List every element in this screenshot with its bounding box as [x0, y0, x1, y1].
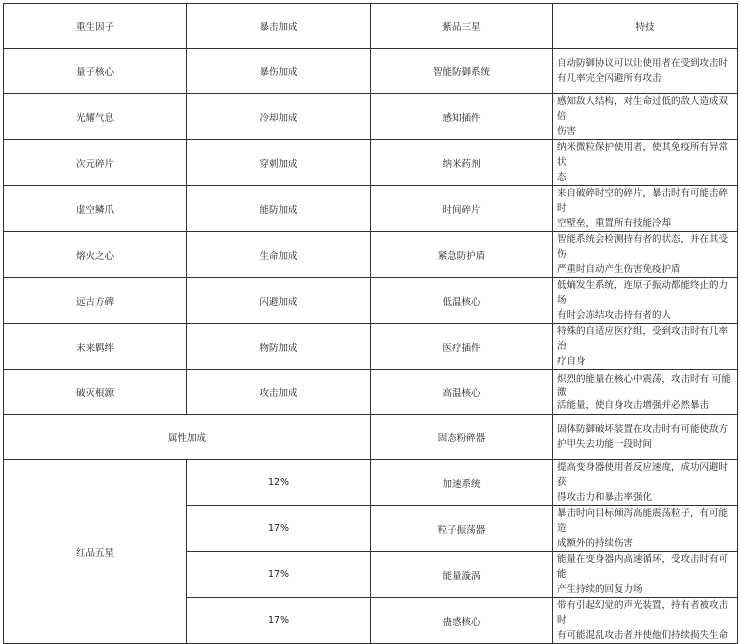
bonus-type: 闪避加成: [187, 278, 371, 324]
skill-description: [553, 460, 738, 506]
skill-description: [553, 232, 738, 278]
factor-table: [3, 3, 738, 644]
factor-name: 熔火之心: [4, 232, 187, 278]
attribute-bonus-row: [4, 415, 738, 460]
bonus-type: 生命加成: [187, 232, 371, 278]
bonus-type: 物防加成: [187, 324, 371, 370]
bonus-percent: 17%: [187, 506, 371, 552]
table-row: [4, 278, 738, 324]
desc-line: 智能系统会检测持有者的状态，并在其受伤: [557, 234, 729, 260]
desc-line: 感知敌人结构，对生命过低的敌人造成双倍: [557, 96, 729, 122]
factor-name: 量子核心: [4, 49, 187, 94]
desc-line: 低熵发生系统，连原子振动都能终止的力场: [557, 280, 729, 306]
factor-name: 远古方碑: [4, 278, 187, 324]
skill-description: [553, 370, 738, 415]
desc-line: 得攻击力和暴击率强化: [557, 492, 653, 503]
factor-name: 未来羁绊: [4, 324, 187, 370]
skill-description: [553, 415, 738, 460]
item-name: 能量漩涡: [371, 552, 553, 598]
desc-line: 炽烈的能量在核心中震荡，攻击时有 可能: [557, 373, 732, 385]
bonus-type: 攻击加成: [187, 370, 371, 415]
table-row: [4, 94, 738, 140]
desc-line: 固体防御破坏装置在攻击时有可能使敌方: [557, 424, 729, 435]
bonus-percent: 17%: [187, 552, 371, 598]
header-factor: 重生因子: [4, 4, 187, 49]
desc-line: 有时会冻结攻击持有者的人: [557, 310, 672, 321]
desc-line: 激: [557, 386, 567, 398]
desc-line: 纳米微粒保护使用者，使其免疫所有异常状: [557, 142, 729, 168]
desc-line: 能量在变身器内高速循环，受攻击时有可能: [557, 554, 729, 580]
table-row: [4, 49, 738, 94]
skill-description: [553, 278, 738, 324]
skill-description: [553, 94, 738, 140]
table-row: [4, 140, 738, 186]
item-name: 紧急防护盾: [371, 232, 553, 278]
desc-line: 有几率完全闪避所有攻击: [557, 73, 662, 84]
item-name: 时间碎片: [371, 186, 553, 232]
skill-description: [553, 49, 738, 94]
bonus-type: 能防加成: [187, 186, 371, 232]
desc-line: 活能量，使自身攻击增强并必然暴击: [557, 399, 710, 411]
attribute-bonus-label: 属性加成: [4, 415, 371, 460]
header-purple-three-star: 紫品三星: [371, 4, 553, 49]
item-name: 粒子振荡器: [371, 506, 553, 552]
factor-name: 次元碎片: [4, 140, 187, 186]
skill-description: [553, 324, 738, 370]
red-five-star-label: 红品五星: [4, 460, 187, 644]
skill-description: [553, 598, 738, 644]
desc-line: 伤害: [557, 126, 577, 137]
desc-line: 态: [557, 172, 567, 183]
table-row: [4, 232, 738, 278]
desc-line: 提高变身器使用者反应速度，成功闪避时获: [557, 462, 729, 488]
item-name: 固态粉碎器: [371, 415, 553, 460]
header-skill: 特技: [553, 4, 738, 49]
skill-description: [553, 140, 738, 186]
factor-name: 光耀气息: [4, 94, 187, 140]
item-name: 纳米药剂: [371, 140, 553, 186]
table-row: [4, 186, 738, 232]
table-header-row: [4, 4, 738, 49]
desc-line: 特殊的自适应医疗组，受到攻击时有几率治: [557, 326, 729, 352]
desc-line: 来自破碎时空的碎片，暴击时有可能击碎时: [557, 188, 729, 214]
desc-line: 成额外的持续伤害: [557, 538, 634, 549]
bonus-type: 暴伤加成: [187, 49, 371, 94]
bonus-type: 冷却加成: [187, 94, 371, 140]
skill-description: [553, 552, 738, 598]
desc-line: 带有引起幻觉的声光装置，持有者被攻击时: [557, 600, 729, 626]
item-name: 高温核心: [371, 370, 553, 415]
desc-line: 产生持续的回复力场: [557, 584, 643, 595]
bonus-percent: 17%: [187, 598, 371, 644]
item-name: 加速系统: [371, 460, 553, 506]
item-name: 低温核心: [371, 278, 553, 324]
item-name: 医疗插件: [371, 324, 553, 370]
skill-description: [553, 186, 738, 232]
table-row: [4, 324, 738, 370]
desc-line: 疗自身: [557, 356, 586, 367]
skill-description: [553, 506, 738, 552]
desc-line: 自动防御协议可以让使用者在受到攻击时: [557, 58, 729, 69]
item-name: 蛊惑核心: [371, 598, 553, 644]
item-name: 感知插件: [371, 94, 553, 140]
factor-name: 破灭根源: [4, 370, 187, 415]
factor-name: 虚空鳞爪: [4, 186, 187, 232]
desc-line: 暴击时向目标倾泻高能震荡粒子，有可能造: [557, 508, 729, 534]
table-row: [4, 370, 738, 415]
item-name: 智能防御系统: [371, 49, 553, 94]
table-row: [4, 460, 738, 506]
desc-line: 严重时自动产生伤害免疫护盾: [557, 264, 681, 275]
desc-line: 护甲失去功能一段时间: [557, 439, 653, 450]
header-crit-bonus: 暴击加成: [187, 4, 371, 49]
bonus-type: 穿刺加成: [187, 140, 371, 186]
desc-line: 空壁垒，重置所有技能冷却: [557, 218, 672, 229]
bonus-percent: 12%: [187, 460, 371, 506]
desc-line: 有可能混乱攻击者并使他们持续损失生命: [557, 630, 729, 641]
